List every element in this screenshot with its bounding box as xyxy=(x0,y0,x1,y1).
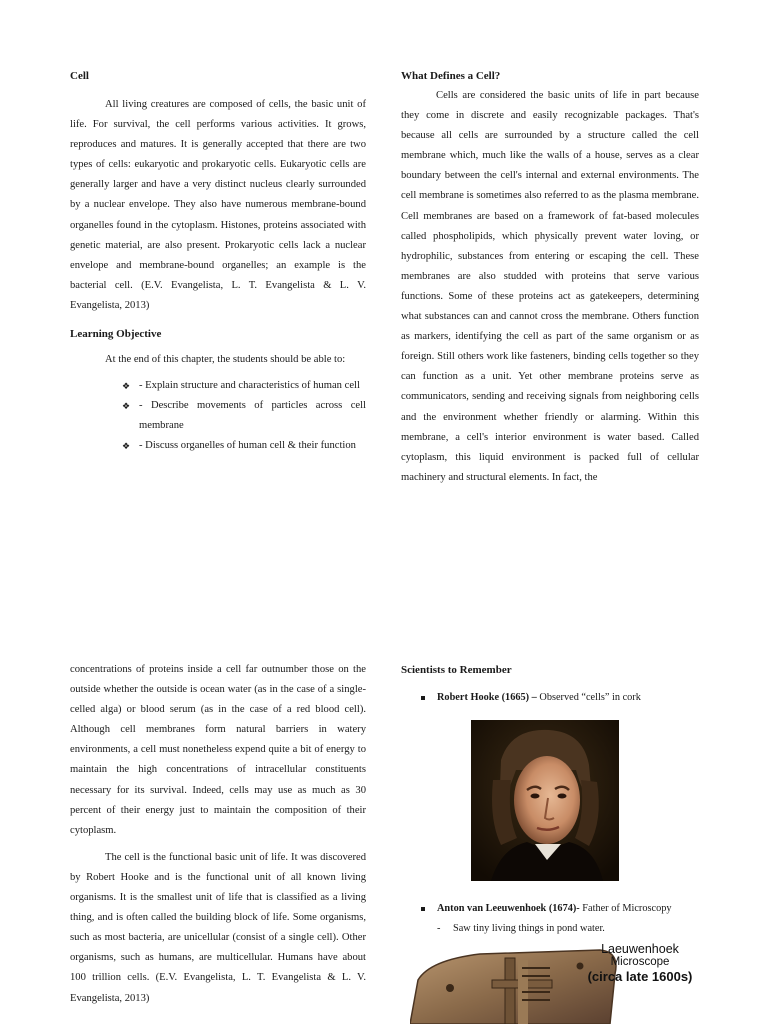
leeuwenhoek-microscope-image xyxy=(410,940,710,1024)
caption-line-3: (circa late 1600s) xyxy=(587,969,693,984)
portrait-illustration xyxy=(471,720,619,881)
square-bullet-icon xyxy=(421,696,425,700)
left-column-bottom xyxy=(70,660,366,1009)
objectives-list xyxy=(70,376,366,456)
caption-line-2: Microscope xyxy=(610,956,670,968)
caption-line-1: Laeuwenhoek xyxy=(601,942,679,956)
leeuwenhoek-subitem xyxy=(401,919,701,939)
learning-objective-intro: At the end of this chapter, the students should be able to: xyxy=(105,354,346,366)
diamond-bullet-icon: ❖ xyxy=(122,381,131,392)
cell-paragraph: All living creatures are composed of cells, the basic unit of life. For survival, the cell performs various activities. It grows, reproduces and matures. It is generally accepted that there are two types of cells: eukaryotic and prokaryotic cells. Eukaryotic cells are generally larger and have a very distinct nucleus clearly surrounded by a nuclear envelope. They also have numerous membrane-bound organelles found in the cytoplasm. Histones, proteins associated with genetic material, are also present. Prokaryotic cells lack a nuclear envelope and membrane-bound organelles; an example is the bacterial cell. (E.V. Evangelista, L. T. Evangelista & L. V. Evangelista, 2013) xyxy=(70,99,366,311)
microscope-caption xyxy=(580,942,700,984)
scientist-name: Anton van Leeuwenhoek (1674)- xyxy=(437,903,580,915)
section-title-cell: Cell xyxy=(70,70,89,82)
scientist-desc: Observed “cells” in cork xyxy=(536,692,641,703)
square-bullet-icon xyxy=(421,907,425,911)
scientist-item-hooke xyxy=(421,688,701,708)
diamond-bullet-icon: ❖ xyxy=(122,401,131,412)
leeuwenhoek-subtext: Saw tiny living things in pond water. xyxy=(453,923,605,935)
scientist-list-hooke xyxy=(401,688,701,708)
scientist-name: Robert Hooke (1665) – xyxy=(437,692,537,703)
robert-hooke-portrait-image xyxy=(471,720,619,881)
continued-paragraph: concentrations of proteins inside a cell far outnumber those on the outside whether the outside is ocean water (as in the case of a single-celled alga) or blood serum (as in the case of a red blood cell). Although cell membranes form natural barriers in watery environments, a cell must nonetheless expend quite a bit of energy to maintain the high concentrations of intracellular constituents necessary for its survival. Indeed, cells may use as much as 30 percent of their energy just to maintain the composition of their cytoplasm. xyxy=(70,664,366,836)
objective-item xyxy=(122,436,366,456)
objective-text: - Discuss organelles of human cell & their function xyxy=(139,440,356,452)
section-title-learning-objective: Learning Objective xyxy=(70,328,162,341)
dash-bullet: - xyxy=(437,923,441,935)
scientist-desc: Father of Microscopy xyxy=(579,903,672,915)
scientist-item-leeuwenhoek xyxy=(421,899,701,919)
left-column-top xyxy=(70,66,366,457)
diamond-bullet-icon: ❖ xyxy=(122,441,131,452)
scientist-list-leeuwenhoek xyxy=(401,899,701,919)
section-title-scientists: Scientists to Remember xyxy=(401,664,512,676)
objective-item xyxy=(122,396,366,436)
objective-text: - Explain structure and characteristics of human cell xyxy=(139,380,360,392)
objective-item xyxy=(122,376,366,396)
right-column-top xyxy=(401,66,699,488)
cell-unit-paragraph: The cell is the functional basic unit of life. It was discovered by Robert Hooke and is the functional unit of all known living organisms. It is the smallest unit of life that is classified as a living thing, and is often called the building block of life. Some organisms, such as most bacteria, are unicellular (consist of a single cell). Other organisms, such as humans, are multicellular. Humans have about 100 trillion cells. (E.V. Evangelista, L. T. Evangelista & L. V. Evangelista, 2013) xyxy=(70,851,366,1004)
what-defines-paragraph: Cells are considered the basic units of life in part because they come in discrete and easily recognizable packages. That's because all cells are surrounded by a structure called the cell membrane which, much like the walls of a house, serves as a clear boundary between the cell's internal and external environments. The cell membrane is sometimes also referred to as the plasma membrane. Cell membranes are based on a framework of fat-based molecules called phospholipids, which physically prevent water loving, or hydrophilic, substances from entering or escaping the cell. These membranes are also studded with proteins that serve various functions. Some of these proteins act as gatekeepers, determining what substances can and cannot cross the membrane. Others function as markers, identifying the cell as part of the same organism or as foreign. Still others work like fasteners, binding cells together so they can function as a unit. Yet other membrane proteins serve as communicators, sending and receiving signals from neighboring cells and the environment whether friendly or alarming. Within this membrane, a cell's interior environment is water based. Called cytoplasm, this liquid environment is packed full of cellular machinery and structural elements. In fact, the xyxy=(401,90,699,483)
section-title-what-defines: What Defines a Cell? xyxy=(401,70,501,82)
objective-text: - Describe movements of particles across cell membrane xyxy=(139,400,366,432)
